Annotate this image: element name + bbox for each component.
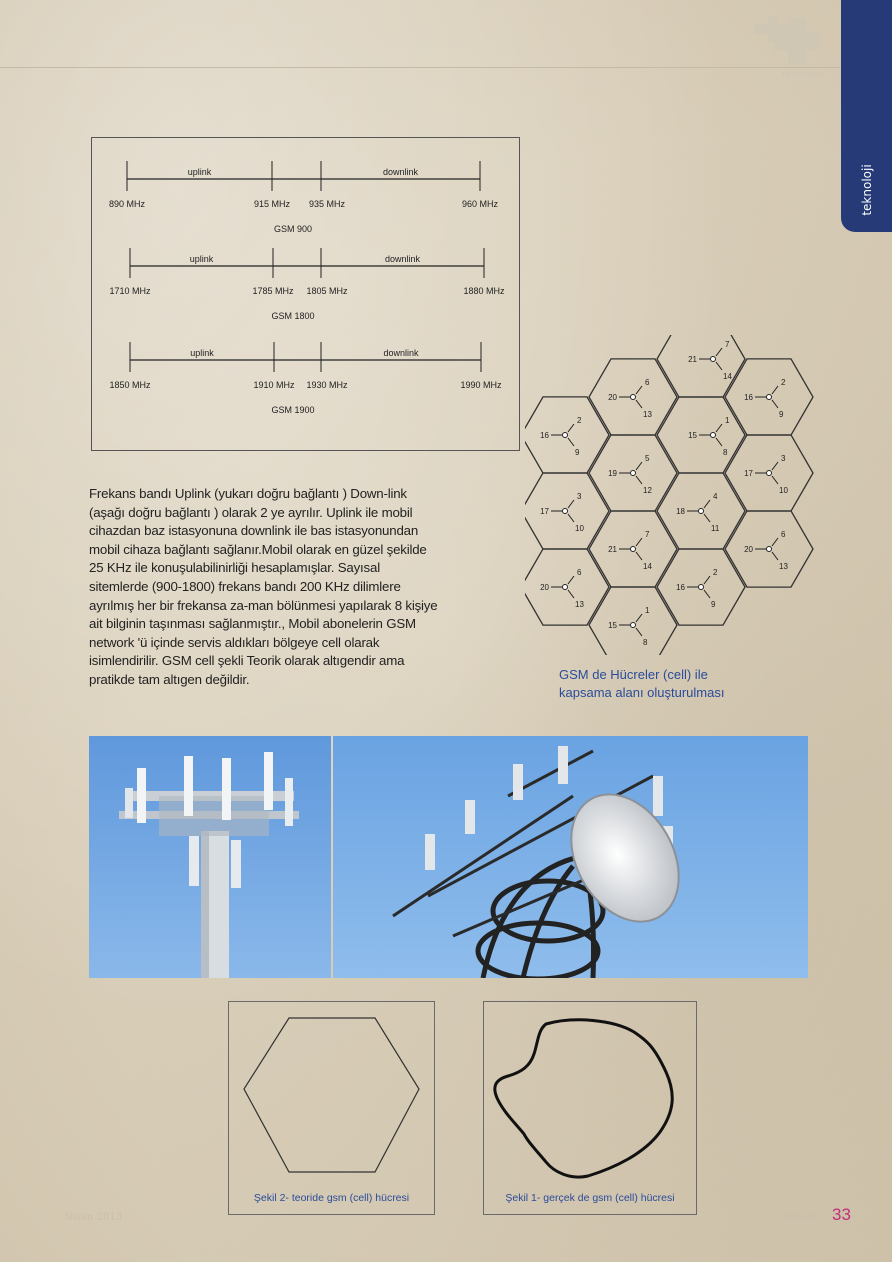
- sector-label: 13: [779, 562, 788, 571]
- sector-label: 3: [781, 454, 786, 463]
- cell-site: [676, 492, 720, 533]
- real-cell-shape: [484, 1002, 696, 1187]
- cells-caption-line2: kapsama alanı oluşturulması: [559, 685, 725, 700]
- sector-label: 15: [608, 621, 617, 630]
- site-marker: [563, 509, 568, 514]
- sector-arrow: [704, 500, 710, 508]
- sector-arrow: [716, 424, 722, 432]
- sector-arrow: [636, 386, 642, 394]
- footer-magazine: teknoloji: [779, 1212, 823, 1223]
- sector-label: 15: [688, 431, 697, 440]
- antenna-mast-illustration: [89, 736, 331, 978]
- hex-caption: Şekil 2- teoride gsm (cell) hücresi: [253, 1192, 410, 1204]
- sector-label: 17: [744, 469, 753, 478]
- cell-site: [688, 416, 730, 457]
- tick-label: 935 MHz: [308, 199, 346, 209]
- tick-label: 1850 MHz: [109, 380, 151, 390]
- sector-label: 20: [608, 393, 617, 402]
- sector-label: 21: [608, 545, 617, 554]
- sector-label: 10: [575, 524, 584, 533]
- cell-site: [608, 606, 650, 647]
- footer-date: Nisan 2013: [64, 1212, 123, 1223]
- cell-site: [676, 568, 718, 609]
- sector-label: 12: [643, 486, 652, 495]
- sector-arrow: [568, 576, 574, 584]
- frequency-band-svg: [92, 138, 519, 450]
- sector-arrow: [636, 552, 642, 560]
- sector-arrow: [704, 590, 710, 598]
- cells-caption: [559, 666, 779, 702]
- sector-label: 16: [744, 393, 753, 402]
- site-marker: [711, 433, 716, 438]
- sector-label: 5: [645, 454, 650, 463]
- sector-arrow: [636, 476, 642, 484]
- photo-antenna-mast: [89, 736, 331, 978]
- uplink-label: uplink: [189, 254, 214, 264]
- band-name: GSM 900: [273, 224, 313, 234]
- site-marker: [767, 471, 772, 476]
- sector-label: 20: [744, 545, 753, 554]
- site-marker: [631, 547, 636, 552]
- gsm-cells-diagram: [525, 335, 815, 655]
- sector-arrow: [568, 590, 574, 598]
- hex-cell: [589, 587, 677, 655]
- sector-arrow: [636, 538, 642, 546]
- sector-label: 9: [575, 448, 580, 457]
- sector-label: 13: [575, 600, 584, 609]
- tick-label: 1990 MHz: [460, 380, 502, 390]
- real-caption: Şekil 1- gerçek de gsm (cell) hücresi: [505, 1192, 675, 1204]
- tick-label: 1785 MHz: [252, 286, 294, 296]
- cell-site: [744, 530, 788, 571]
- figure-real-cell: [483, 1001, 697, 1215]
- sector-label: 2: [713, 568, 718, 577]
- uplink-label: uplink: [190, 348, 214, 358]
- tick-label: 1710 MHz: [109, 286, 151, 296]
- sector-arrow: [568, 424, 574, 432]
- sector-arrow: [636, 614, 642, 622]
- sector-label: 7: [645, 530, 650, 539]
- tick-label: 890 MHz: [108, 199, 146, 209]
- sector-arrow: [772, 400, 778, 408]
- sector-label: 20: [540, 583, 549, 592]
- sector-arrow: [704, 514, 710, 522]
- sector-arrow: [772, 386, 778, 394]
- sector-label: 2: [781, 378, 786, 387]
- cell-site: [540, 568, 584, 609]
- sector-label: 16: [676, 583, 685, 592]
- sector-label: 1: [645, 606, 650, 615]
- sector-label: 8: [723, 448, 728, 457]
- photo-tower-dish: [333, 736, 808, 978]
- site-marker: [711, 357, 716, 362]
- sector-label: 9: [779, 410, 784, 419]
- downlink-label: downlink: [383, 348, 419, 358]
- cell-grid: [525, 335, 813, 655]
- page-number: 33: [832, 1205, 851, 1224]
- hexagon-cell-shape: [229, 1002, 434, 1187]
- sector-label: 1: [725, 416, 730, 425]
- sector-arrow: [716, 348, 722, 356]
- tick-label: 915 MHz: [253, 199, 291, 209]
- cell-site: [688, 340, 732, 381]
- sector-label: 9: [711, 600, 716, 609]
- sector-arrow: [704, 576, 710, 584]
- site-marker: [631, 471, 636, 476]
- site-marker: [767, 395, 772, 400]
- sector-label: 14: [643, 562, 652, 571]
- cell-site: [608, 530, 652, 571]
- sector-label: 11: [711, 524, 720, 533]
- section-tab: [841, 0, 892, 232]
- sector-label: 6: [577, 568, 582, 577]
- cell-site: [744, 378, 786, 419]
- cross-logo-icon: [750, 8, 820, 68]
- tick-label: 1805 MHz: [306, 286, 348, 296]
- sector-label: 4: [713, 492, 718, 501]
- sector-arrow: [716, 438, 722, 446]
- downlink-label: downlink: [384, 254, 421, 264]
- band-name: GSM 1800: [271, 311, 315, 321]
- site-marker: [631, 623, 636, 628]
- tick-label: 960 MHz: [461, 199, 499, 209]
- sector-label: 7: [725, 340, 730, 349]
- sector-label: 6: [781, 530, 786, 539]
- sector-arrow: [636, 628, 642, 636]
- tick-label: 1930 MHz: [306, 380, 348, 390]
- sector-label: 17: [540, 507, 549, 516]
- sector-arrow: [568, 438, 574, 446]
- section-tab-label: teknoloji: [859, 164, 874, 216]
- sector-label: 13: [643, 410, 652, 419]
- uplink-label: uplink: [187, 167, 212, 177]
- site-marker: [699, 509, 704, 514]
- sector-arrow: [772, 476, 778, 484]
- band-3: [109, 342, 502, 415]
- sector-label: 2: [577, 416, 582, 425]
- sector-label: 16: [540, 431, 549, 440]
- cell-site: [608, 378, 652, 419]
- sector-label: 10: [779, 486, 788, 495]
- frequency-band-diagram: [91, 137, 520, 451]
- sector-label: 8: [643, 638, 648, 647]
- cells-caption-line1: GSM de Hücreler (cell) ile: [559, 667, 708, 682]
- sector-arrow: [568, 514, 574, 522]
- article-body: Frekans bandı Uplink (yukarı doğru bağlantı ) Down-link (aşağı doğru bağlantı ) olarak 2 ye ayrılır. Uplink ile mobil cihazdan baz istasyonuna downlink ile bas istasyonundan mobil cihaza bağlantı sağlanır.Mobil olarak en güzel şekilde 25 KHz ile konuşulabilinirliği hesaplamışlar. Sayısal sitemlerde (900-1800) frekans bandı 200 KHz dilimlere ayrılmış her bir frekansa za-man bölünmesi yapılarak 8 kişiye ait bilginin taşınması sağlanmıştır., Mobil abonelerin GSM network 'ü içinde servis aldıkları bölgeye cell olarak isimlendirilir. GSM cell şekli Teorik olarak altıgendir ama pratikde tam altıgen değildir.: [89, 486, 438, 687]
- site-marker: [563, 585, 568, 590]
- band-name: GSM 1900: [271, 405, 315, 415]
- tower-dish-illustration: [333, 736, 808, 978]
- cell-site: [540, 416, 582, 457]
- sector-arrow: [772, 462, 778, 470]
- site-marker: [699, 585, 704, 590]
- sector-label: 6: [645, 378, 650, 387]
- sector-label: 14: [723, 372, 732, 381]
- sector-label: 3: [577, 492, 582, 501]
- sector-label: 18: [676, 507, 685, 516]
- band-1: [109, 161, 499, 234]
- figure-theoretical-cell: [228, 1001, 435, 1215]
- downlink-label: downlink: [382, 167, 419, 177]
- band-2: [109, 248, 505, 321]
- tick-label: 1880 MHz: [463, 286, 505, 296]
- hex-cell: [657, 335, 745, 397]
- header-rule: [0, 67, 840, 68]
- logo-text: teknoloji: [782, 70, 822, 80]
- sector-arrow: [636, 462, 642, 470]
- sector-arrow: [772, 538, 778, 546]
- site-marker: [767, 547, 772, 552]
- cell-site: [540, 492, 584, 533]
- site-marker: [631, 395, 636, 400]
- sector-arrow: [636, 400, 642, 408]
- sector-arrow: [568, 500, 574, 508]
- sector-arrow: [716, 362, 722, 370]
- sector-arrow: [772, 552, 778, 560]
- sector-label: 19: [608, 469, 617, 478]
- cell-site: [608, 454, 652, 495]
- sector-label: 21: [688, 355, 697, 364]
- cell-site: [744, 454, 788, 495]
- tick-label: 1910 MHz: [253, 380, 295, 390]
- site-marker: [563, 433, 568, 438]
